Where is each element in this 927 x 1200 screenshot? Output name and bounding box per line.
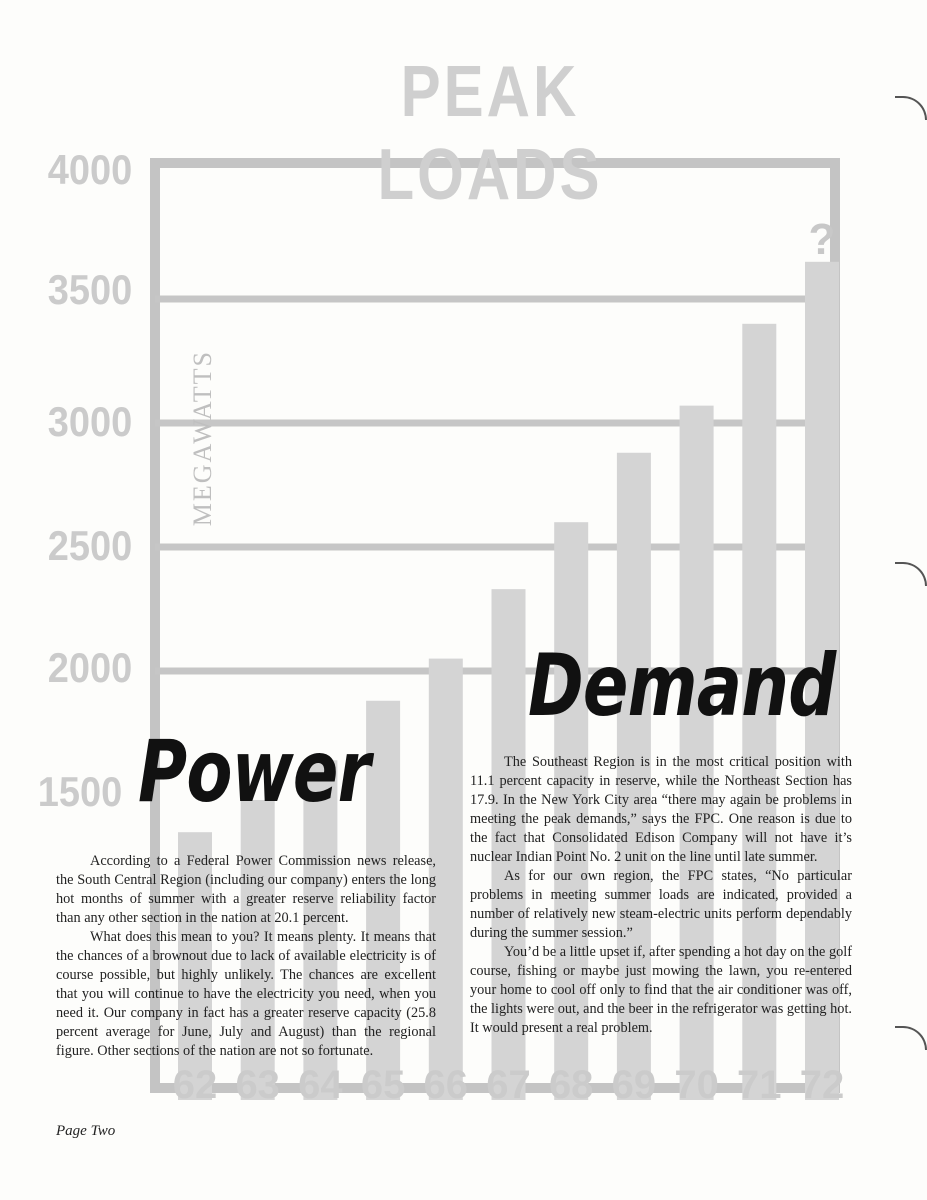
x-tick-label: 69 [611,1063,657,1107]
x-tick-label: 63 [235,1063,280,1107]
x-tick-label: 72 [799,1063,845,1107]
x-tick-label: 62 [172,1063,218,1107]
y-tick-label: 1500 [37,769,123,817]
headline-power: Power [138,722,370,822]
y-tick-label: 2000 [47,645,133,693]
paragraph: What does this mean to you? It means plenty. It means that the chances of a brownout due to lack of available electricity is of course possible, but highly unlikely. The chances are excellent that you will continue to have the electricity you need, when you need it. Our company in fact has a greater reserve capacity (25.8 percent average for June, July and August) than the regional figure. Other sections of the nation are not so fortunate. [56,929,436,1059]
y-tick-label: 3500 [47,267,133,315]
article-column-right [470,753,852,1038]
bar-annotation: ? [808,214,836,264]
x-tick-label: 70 [674,1063,719,1107]
x-tick-label: 71 [737,1063,782,1107]
x-tick-label: 64 [298,1063,343,1107]
paragraph: As for our own region, the FPC states, “No particular problems in meeting summer loads are indicated, provided a number of relatively new steam-electric units perform dependably during the summer session.” [470,868,852,941]
paragraph: According to a Federal Power Commission news release, the South Central Region (including our company) enters the long hot months of summer with a greater reserve reliability factor than any other section in the nation at 20.1 percent. [56,853,436,926]
y-tick-label: 3000 [47,399,133,447]
x-tick-label: 67 [486,1063,531,1107]
x-tick-label: 66 [423,1063,469,1107]
x-tick-label: 65 [360,1063,406,1107]
headline-demand: Demand [528,636,836,736]
y-tick-label: 4000 [47,147,133,195]
article-column-left [56,852,436,1061]
paragraph: The Southeast Region is in the most critical position with 11.1 percent capacity in reserve, while the Northeast Section has 17.9. In the New York City area “there may again be problems in meeting the peak demands,” says the FPC. One reason is due to the fact that Consolidated Edison Company will not have it’s nuclear Indian Point No. 2 unit on the line until late summer. [470,754,852,865]
paragraph: You’d be a little upset if, after spending a hot day on the golf course, fishing or maybe just mowing the lawn, you re-entered your home to cool off only to find that the air conditioner was off, the lights were out, and the beer in the refrigerator was getting hot. It would present a real problem. [470,944,852,1036]
x-tick-label: 68 [548,1063,594,1107]
y-axis-label: MEGAWATTS [188,350,217,527]
chart-title: PEAK LOADS [377,51,603,215]
page-number: Page Two [56,1123,116,1139]
y-tick-label: 2500 [47,523,133,571]
